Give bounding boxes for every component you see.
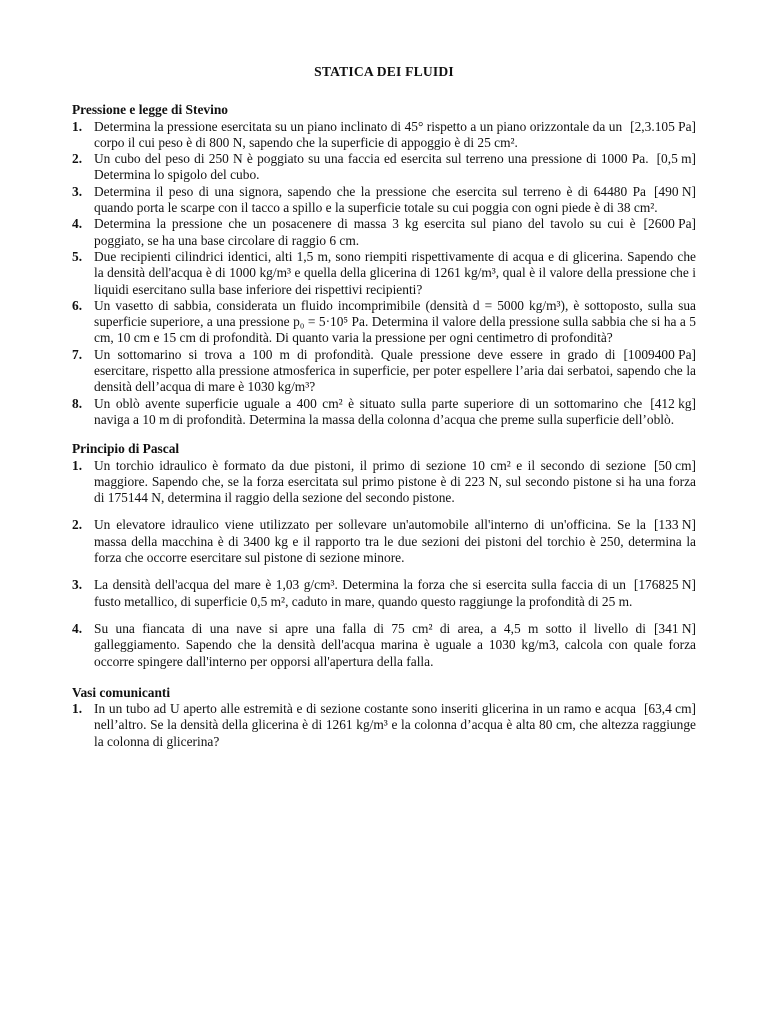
document-page xyxy=(72,64,696,750)
problem-number: 1. xyxy=(72,701,83,717)
section-stevino xyxy=(72,102,696,428)
problem-item xyxy=(72,151,696,184)
problem-answer: [1009400 Pa] xyxy=(623,346,696,362)
problem-item xyxy=(72,458,696,507)
problem-answer: [2,3.105 Pa] xyxy=(630,118,696,134)
problem-number: 6. xyxy=(72,297,83,313)
problem-text: Un oblò avente superficie uguale a 400 cm² è situato sulla parte superiore di un sottomarino che naviga a 10 m di profondità. Determina la massa della colonna d’acqua che preme sulla superficie dell’oblò. xyxy=(94,395,675,427)
problem-answer: [133 N] xyxy=(653,517,696,533)
section-vasi-comunicanti xyxy=(72,685,696,750)
problem-text: Un vasetto di sabbia, considerata un fluido incomprimibile (densità d = 5000 kg/m³), è sottoposto, sulla sua superficie superiore, a una pressione p₀ = 5·10⁵ Pa. Determina il valore della pressione sulla sabbia che si ha a 5 cm, 10 cm e 15 cm di profondità. Di quanto varia la pressione per ogni centimetro di profondità? xyxy=(94,297,696,346)
problem-item xyxy=(72,701,696,750)
problem-text: Determina il peso di una signora, sapendo che la pressione che esercita sul terreno è di 64480 Pa quando porta le scarpe con il tacco a spillo e la superficie totale su cui poggia con ogni piede è di 38 cm². xyxy=(94,183,658,216)
problem-item xyxy=(72,298,696,347)
page-title: STATICA DEI FLUIDI xyxy=(314,64,454,79)
section-pascal xyxy=(72,441,696,670)
problem-number: 4. xyxy=(72,216,83,232)
problem-number: 2. xyxy=(72,151,83,167)
problem-text: Un elevatore idraulico viene utilizzato per sollevare un'automobile all'interno di un'officina. Se la massa della macchina è di 3400 kg e il rapporto tra le due sezioni dei pistoni del torchio è 250, determina la forza che occorre esercitare sul pistone di sezione minore. xyxy=(94,517,696,566)
problem-text: Un sottomarino si trova a 100 m di profondità. Quale pressione deve essere in grado di esercitare, rispetto alla pressione atmosferica in superficie, per poter espellere l’aria dai serbatoi, sapendo che la densità dell’acqua di mare è 1030 kg/m³? xyxy=(94,346,696,395)
problem-number: 4. xyxy=(72,620,83,636)
problem-text: Due recipienti cilindrici identici, alti 1,5 m, sono riempiti rispettivamente di acqua e di glicerina. Sapendo che la densità dell'acqua è di 1000 kg/m³ e quella della glicerina di 1261 kg/m³, qual è il valore della pressione che i liquidi esercitano sulla base inferiore dei rispettivi recipienti? xyxy=(94,248,696,297)
problem-text: Su una fiancata di una nave si apre una falla di 75 cm² di area, a 4,5 m sotto il livello di galleggiamento. Sapendo che la densità dell'acqua marina è uguale a 1030 kg/m3, calcola con quale forza occorre spingere dall'interno per opporsi all'apertura della falla. xyxy=(94,620,696,669)
problem-answer: [50 cm] xyxy=(653,457,696,473)
problem-number: 5. xyxy=(72,248,83,264)
problem-item xyxy=(72,396,696,429)
problem-item xyxy=(72,347,696,396)
problem-number: 2. xyxy=(72,517,83,533)
section-heading: Vasi comunicanti xyxy=(72,684,171,700)
problem-answer: [490 N] xyxy=(653,183,696,199)
problem-answer: [0,5 m] xyxy=(656,151,696,167)
problem-item xyxy=(72,119,696,152)
problem-text: Determina la pressione esercitata su un piano inclinato di 45° rispetto a un piano orizzontale da un corpo il cui peso è di 800 N, sapendo che la superficie di appoggio è di 25 cm². xyxy=(94,118,623,150)
problem-item xyxy=(72,577,696,610)
problem-item xyxy=(72,216,696,249)
problem-answer: [341 N] xyxy=(653,620,696,636)
problem-answer: [176825 N] xyxy=(633,577,696,593)
problem-item xyxy=(72,184,696,217)
problem-text: La densità dell'acqua del mare è 1,03 g/cm³. Determina la forza che si esercita sulla faccia di un fusto metallico, di superficie 0,5 m², caduto in mare, quando questo raggiunge la profondità di 25 m. xyxy=(94,577,633,609)
problem-answer: [412 kg] xyxy=(650,395,696,411)
problem-answer: [63,4 cm] xyxy=(643,701,696,717)
problem-text: Un cubo del peso di 250 N è poggiato su una faccia ed esercita sul terreno una pressione di 1000 Pa. Determina lo spigolo del cubo. xyxy=(94,151,649,183)
section-heading: Pressione e legge di Stevino xyxy=(72,102,228,118)
problem-text: In un tubo ad U aperto alle estremità e di sezione costante sono inseriti glicerina in un ramo e acqua nell’altro. Se la densità della glicerina è di 1261 kg/m³ e la colonna d’acqua è alta 80 cm, che altezza raggiunge la colonna di glicerina? xyxy=(94,701,696,749)
problem-item xyxy=(72,517,696,566)
problem-number: 3. xyxy=(72,577,83,593)
problem-number: 1. xyxy=(72,457,83,473)
problem-text: Un torchio idraulico è formato da due pistoni, il primo di sezione 10 cm² e il secondo di sezione maggiore. Sapendo che, se la forza esercitata sul primo pistone è di 223 N, sul secondo pistone si ha una forza di 175144 N, determina il raggio della sezione del secondo pistone. xyxy=(94,457,696,506)
problem-number: 7. xyxy=(72,346,83,362)
problem-text: Determina la pressione che un posacenere di massa 3 kg esercita sul piano del tavolo su cui è poggiato, se ha una base circolare di raggio 6 cm. xyxy=(94,216,636,248)
problem-number: 8. xyxy=(72,395,83,411)
section-heading: Principio di Pascal xyxy=(72,441,180,457)
problem-answer: [2600 Pa] xyxy=(643,216,696,232)
problem-number: 3. xyxy=(72,183,83,199)
problem-item xyxy=(72,249,696,298)
problem-number: 1. xyxy=(72,118,83,134)
problem-item xyxy=(72,621,696,670)
